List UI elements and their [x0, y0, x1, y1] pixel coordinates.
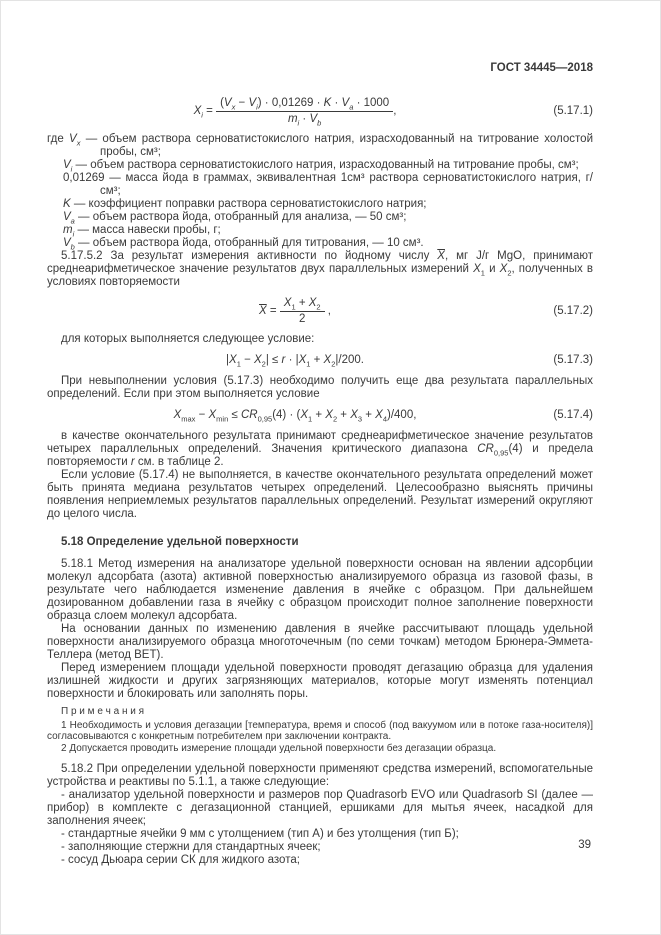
- math-token: )/400,: [387, 409, 417, 421]
- subscript: 0,95: [257, 414, 273, 424]
- math-token: (: [220, 97, 224, 109]
- math-token: , полученных в условиях повторяемости: [47, 263, 593, 288]
- math-token: X: [283, 297, 292, 309]
- math-token: =: [202, 105, 217, 118]
- equation: [47, 97, 543, 125]
- fraction-denominator: [216, 112, 393, 126]
- math-token: X: [229, 354, 237, 366]
- paragraph: [47, 430, 593, 469]
- math-token: ,: [324, 305, 331, 318]
- math-token: X: [325, 409, 333, 421]
- paragraph: При невыполнении условия (5.17.3) необходимо получить еще два результата параллельных определений. Если при этом выполняется условие: [47, 375, 593, 400]
- subscript: i: [297, 117, 300, 127]
- math-token: X: [300, 409, 308, 421]
- math-token: X: [193, 105, 202, 118]
- where-definition: — объем раствора серноватистокислого натрия, израсходованный на титрование пробы, см³;: [72, 159, 579, 171]
- paragraph: [47, 250, 593, 289]
- paragraph: 5.18.1 Метод измерения на анализаторе удельной поверхности основан на явлении адсорбции молекул адсорбата (азота) активной поверхностью анализируемого образца из газовой фазы, в результате чего наблюдается изменение давления в ячейке с образцом. При дальнейшем дозированном добавлении газа в ячейку с образцом происходит полное заполнение поверхности образца слоем молекул адсорбата.: [47, 558, 593, 622]
- math-token: см. в таблице 2.: [134, 456, 224, 468]
- math-token: · |: [285, 354, 299, 366]
- math-token: CR: [240, 409, 258, 421]
- fraction: [280, 297, 325, 325]
- subscript: 1: [291, 302, 296, 312]
- subscript: 0,95: [493, 448, 509, 458]
- math-token: $\overline{X}$: [259, 305, 267, 318]
- note-item: 2 Допускается проводить измерение площади удельной поверхности без дегазации образца.: [61, 742, 497, 754]
- subscript: 2: [332, 414, 338, 424]
- list-item: - анализатор удельной поверхности и размеров пор Quadrasorb EVO или Quadrasorb SI (далее — прибор) в комплекте с дегазационной станцией, ершиками для мытья ячеек, насадкой для заполнения ячеек;: [47, 789, 593, 827]
- equation-number: (5.17.4): [553, 409, 593, 421]
- math-token: =: [266, 305, 280, 318]
- document-header: ГОСТ 34445—2018: [490, 62, 593, 74]
- page-number: 39: [578, 839, 591, 851]
- math-token: ≤: [228, 409, 241, 421]
- math-token: ·: [299, 112, 310, 125]
- paragraph: Перед измерением площади удельной поверхности проводят дегазацию образца для удаления излишней жидкости и других загрязняющих материалов, которые могут изменять потенциал поверхности и блокировать или заполнять поры.: [47, 662, 593, 700]
- where-item: [47, 172, 593, 198]
- math-token: V: [341, 97, 350, 109]
- where-list: [47, 133, 593, 250]
- math-token: X: [208, 409, 217, 421]
- where-item: [47, 237, 593, 250]
- subscript: 2: [261, 359, 266, 369]
- where-definition: — масса йода в граммах, эквивалентная 1см³ раствора серноватистокислого натрия, г/см³;: [100, 172, 593, 197]
- equation: [47, 409, 543, 422]
- subscript: b: [317, 117, 322, 127]
- where-definition: — масса навески пробы, г;: [74, 224, 221, 236]
- math-token: X: [173, 409, 182, 421]
- subscript: 2: [316, 302, 321, 312]
- math-token: 5.17.5.2 За результат измерения активности по йодному числу: [61, 250, 438, 262]
- fraction-numerator: [280, 297, 325, 312]
- subscript: x: [76, 138, 81, 148]
- math-token: X: [253, 354, 262, 366]
- math-token: X: [323, 354, 332, 366]
- subscript: 1: [480, 268, 485, 278]
- section-heading: 5.18 Определение удельной поверхности: [61, 536, 299, 548]
- document-body: [47, 89, 593, 867]
- where-definition: — объем раствора йода, отобранный для анализа, — 50 см³;: [74, 211, 407, 223]
- equation-row: [47, 297, 593, 325]
- math-token: $\overline{X}$: [437, 250, 445, 262]
- equation: [47, 297, 543, 325]
- subscript: 4: [382, 414, 388, 424]
- math-token: и: [484, 263, 500, 275]
- math-token: X: [473, 263, 481, 275]
- subscript: b: [70, 242, 75, 252]
- math-token: X: [375, 409, 383, 421]
- math-token: · 1000: [353, 97, 390, 109]
- math-token: r: [130, 456, 135, 468]
- subscript: min: [216, 414, 229, 424]
- math-token: X: [499, 263, 508, 275]
- math-token: X: [298, 354, 307, 366]
- where-item: [47, 133, 593, 159]
- equation-row: [47, 97, 593, 125]
- subscript: i: [70, 164, 73, 174]
- subscript: a: [349, 102, 354, 112]
- math-token: (4) и предела повторяемости: [47, 443, 594, 468]
- math-token: в качестве окончательного результата принимают среднеарифметическое значение результатов четырех параллельных определений. Значения критического диапазона: [47, 430, 593, 455]
- where-definition: — объем раствора серноватистокислого натрия, израсходованный на титрование холостой пробы, см³;: [80, 133, 593, 158]
- subscript: 1: [236, 359, 241, 369]
- math-token: K: [63, 198, 71, 210]
- math-token: V: [248, 97, 257, 109]
- equation: [47, 354, 543, 367]
- math-token: |: [226, 354, 230, 366]
- subscript: x: [231, 102, 236, 112]
- equation-number: (5.17.1): [553, 104, 593, 117]
- math-token: V: [63, 159, 71, 171]
- subscript: a: [70, 216, 75, 226]
- fraction-numerator: [216, 97, 393, 112]
- math-token: −: [240, 354, 254, 366]
- note-item: 1 Необходимость и условия дегазации [температура, время и способ (под вакуумом или в потоке газа-носителя)] согласовываются с конкретным потребителем при заключении контракта.: [47, 719, 593, 742]
- paragraph: для которых выполняется следующее условие:: [61, 333, 315, 345]
- math-token: V: [63, 237, 71, 249]
- math-token: |/200.: [335, 354, 364, 366]
- fraction-denominator: [280, 312, 325, 326]
- notes-title: П р и м е ч а н и я: [61, 706, 145, 717]
- math-token: V: [223, 97, 232, 109]
- notes-block: [47, 706, 593, 754]
- equation-number: (5.17.2): [553, 304, 593, 317]
- math-token: r: [281, 354, 286, 366]
- paragraph: 5.18.2 При определении удельной поверхности применяют средства измерений, вспомогательные устройства и реактивы по 5.1.1, а также следующие:: [47, 763, 593, 788]
- math-token: ) · 0,01269 ·: [257, 97, 324, 109]
- where-definition: — коэффициент поправки раствора серноватистокислого натрия;: [70, 198, 427, 210]
- subscript: 3: [357, 414, 363, 424]
- equation-row: [47, 354, 593, 367]
- math-token: +: [362, 409, 376, 421]
- subscript: 1: [306, 359, 311, 369]
- subscript: max: [181, 414, 196, 424]
- subscript: i: [256, 102, 258, 112]
- fraction: [216, 97, 393, 125]
- math-token: +: [310, 354, 324, 366]
- math-token: V: [309, 112, 318, 125]
- where-item: [47, 224, 593, 237]
- subscript: 1: [307, 414, 313, 424]
- math-token: ·: [331, 97, 342, 109]
- math-token: V: [69, 133, 77, 145]
- math-token: K: [323, 97, 332, 109]
- where-item: [47, 198, 593, 211]
- math-token: V: [63, 211, 71, 223]
- math-token: m: [63, 224, 73, 236]
- math-token: (4) · (: [272, 409, 301, 421]
- math-token: −: [235, 97, 249, 109]
- where-item: [47, 211, 593, 224]
- math-token: X: [350, 409, 358, 421]
- list-item: - заполняющие стержни для стандартных ячеек;: [61, 841, 321, 853]
- math-token: m: [287, 112, 298, 125]
- paragraph: Если условие (5.17.4) не выполняется, в качестве окончательного результата определений может быть принята медиана результатов четырех определений. Целесообразно выяснять причины появления неприемлемых результатов параллельных определений. Результат измерений округляют до целого числа.: [47, 469, 593, 520]
- math-token: , мг J/г MgO, принимают среднеарифметическое значение результатов двух параллельных измерений: [47, 250, 593, 275]
- where-prefix: где: [47, 133, 70, 145]
- where-definition: — объем раствора йода, отобранный для титрования, — 10 см³.: [74, 237, 424, 249]
- subscript: 2: [331, 359, 336, 369]
- math-token: +: [312, 409, 326, 421]
- list-item: - стандартные ячейки 9 мм с утолщением (тип А) и без утолщения (тип Б);: [61, 828, 459, 840]
- equation-number: (5.17.3): [553, 354, 593, 366]
- math-token: 2: [298, 312, 306, 325]
- math-token: −: [195, 409, 209, 421]
- math-token: 0,01269: [63, 172, 105, 184]
- math-token: | ≤: [265, 354, 282, 366]
- math-token: ,: [393, 105, 397, 118]
- math-token: CR: [477, 443, 494, 455]
- subscript: 2: [507, 268, 512, 278]
- subscript: i: [72, 229, 75, 239]
- list-item: - сосуд Дьюара серии СК для жидкого азота;: [61, 854, 300, 866]
- math-token: +: [295, 297, 309, 309]
- math-token: X: [308, 297, 317, 309]
- math-token: +: [337, 409, 351, 421]
- where-item: [47, 159, 593, 172]
- equation-row: [47, 409, 593, 422]
- subscript: i: [201, 110, 203, 120]
- paragraph: На основании данных по изменению давления в ячейке рассчитывают площадь удельной поверхности анализируемого образца многоточечным (по семи точкам) методом Брюнера-Эммета-Теллера (метод BET).: [47, 623, 593, 661]
